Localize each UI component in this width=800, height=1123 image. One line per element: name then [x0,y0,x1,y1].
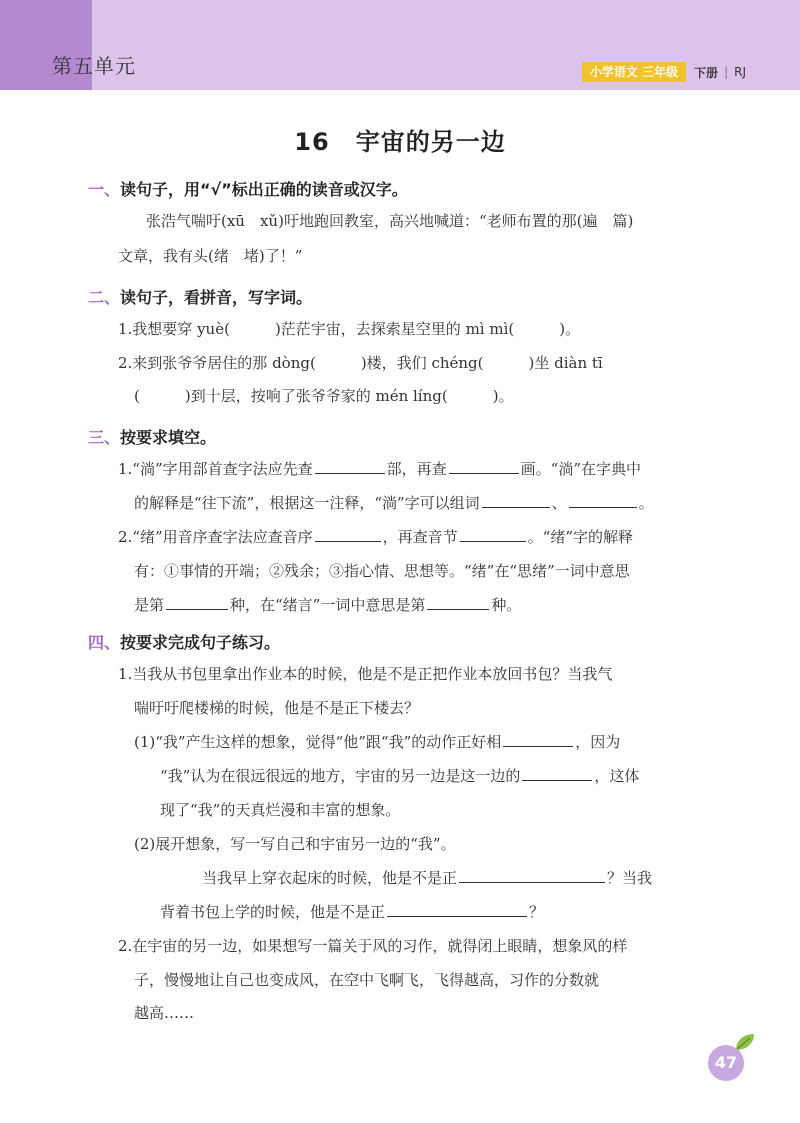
section-title: 按要求完成句子练习。 [120,633,281,652]
section-title: 按要求填空。 [120,428,217,447]
question-line [118,526,633,548]
question-line [118,458,641,480]
text: ？ [529,903,545,921]
text: ，因为 [575,733,621,751]
text: 。 [638,494,654,512]
question-line: 1.我想要穿 yuè( )茫茫宇宙，去探索星空里的 mì mì( )。 [118,320,581,338]
section-number: 四、 [88,633,121,652]
text: 2.“绪”用音序查字法应查音序 [118,528,313,546]
text: 当我早上穿衣起床的时候，他是不是正 [202,869,458,887]
section-title: 读句子，看拼音，写字词。 [120,288,313,307]
text-line: 文章，我有头(绪 堵)了！” [118,247,303,265]
section-heading-3 [88,425,216,448]
blank-line[interactable] [460,526,526,542]
question-line [160,765,639,787]
section-heading-2 [88,285,312,308]
blank-line[interactable] [569,492,637,508]
text: ？当我 [607,869,653,887]
question-line: 喘吁吁爬楼梯的时候，他是不是正下楼去？ [134,699,420,717]
lesson-title [0,122,800,157]
text: 是第 [134,596,165,614]
text: ，再查音节 [382,528,458,546]
section-number: 一、 [88,180,121,199]
lesson-name: 宇宙的另一边 [355,128,506,156]
question-line: 现了“我”的天真烂漫和丰富的想象。 [160,801,401,819]
blank-line[interactable] [449,458,519,474]
blank-line[interactable] [503,731,573,747]
question-line [134,594,521,616]
text: 部，再查 [386,460,447,478]
question-line: 有：①事情的开端；②残余；③指心情、思想等。“绪”在“思绪”一词中意思 [134,562,630,580]
blank-line[interactable] [387,901,527,917]
question-line [202,867,652,889]
text-line: 张浩气喘吁(xū xǔ)吁地跑回教室，高兴地喊道：“老师布置的那(遍 篇) [146,212,634,230]
text: (1)“我”产生这样的想象，觉得“他”跟“我”的动作正好相 [134,733,502,751]
blank-line[interactable] [459,867,605,883]
section-heading-1 [88,177,408,200]
text: 。“绪”字的解释 [527,528,634,546]
text: 的解释是“往下流”，根据这一注释，“淌”字可以组词 [134,494,480,512]
text: ，这体 [594,767,640,785]
text: 、 [551,494,567,512]
text: 背着书包上学的时候，他是不是正 [160,903,386,921]
question-line: 越高…… [134,1004,195,1022]
volume-label: 下册 [694,65,719,80]
blank-line[interactable] [482,492,550,508]
question-line [160,901,544,923]
book-info [582,62,746,82]
question-line: ( )到十层，按响了张爷爷家的 mén líng( )。 [134,387,514,405]
question-line: (2)展开想象，写一写自己和宇宙另一边的“我”。 [134,835,456,853]
text: 种，在“绪言”一词中意思是第 [230,596,426,614]
question-line: 2.在宇宙的另一边，如果想写一篇关于风的习作，就得闭上眼睛，想象风的样 [118,937,628,955]
blank-line[interactable] [166,594,228,610]
section-heading-4 [88,630,280,653]
edition-label: RJ [734,65,746,79]
lesson-number: 16 [294,128,330,156]
blank-line[interactable] [427,594,489,610]
blank-line[interactable] [522,765,592,781]
text: “我”认为在很远很远的地方，宇宙的另一边是这一边的 [160,767,521,785]
subject-badge: 小学语文 三年级 [582,62,686,82]
text: 1.“淌”字用部首查字法应先查 [118,460,313,478]
section-number: 三、 [88,428,121,447]
blank-line[interactable] [315,526,381,542]
text: 画。“淌”在字典中 [520,460,642,478]
question-line: 1.当我从书包里拿出作业本的时候，他是不是正把作业本放回书包？当我气 [118,665,613,683]
text: 种。 [491,596,522,614]
question-line: 2.来到张爷爷居住的那 dòng( )楼，我们 chéng( )坐 diàn tī [118,354,603,372]
unit-label: 第五单元 [52,54,136,78]
page-number: 47 [708,1045,744,1081]
question-line [134,492,654,514]
question-line: 子，慢慢地让自己也变成风，在空中飞啊飞，飞得越高，习作的分数就 [134,971,600,989]
blank-line[interactable] [315,458,385,474]
section-number: 二、 [88,288,121,307]
page-header [0,0,800,90]
question-line [134,731,620,753]
divider: | [724,65,729,79]
section-title: 读句子，用“√”标出正确的读音或汉字。 [120,180,408,199]
